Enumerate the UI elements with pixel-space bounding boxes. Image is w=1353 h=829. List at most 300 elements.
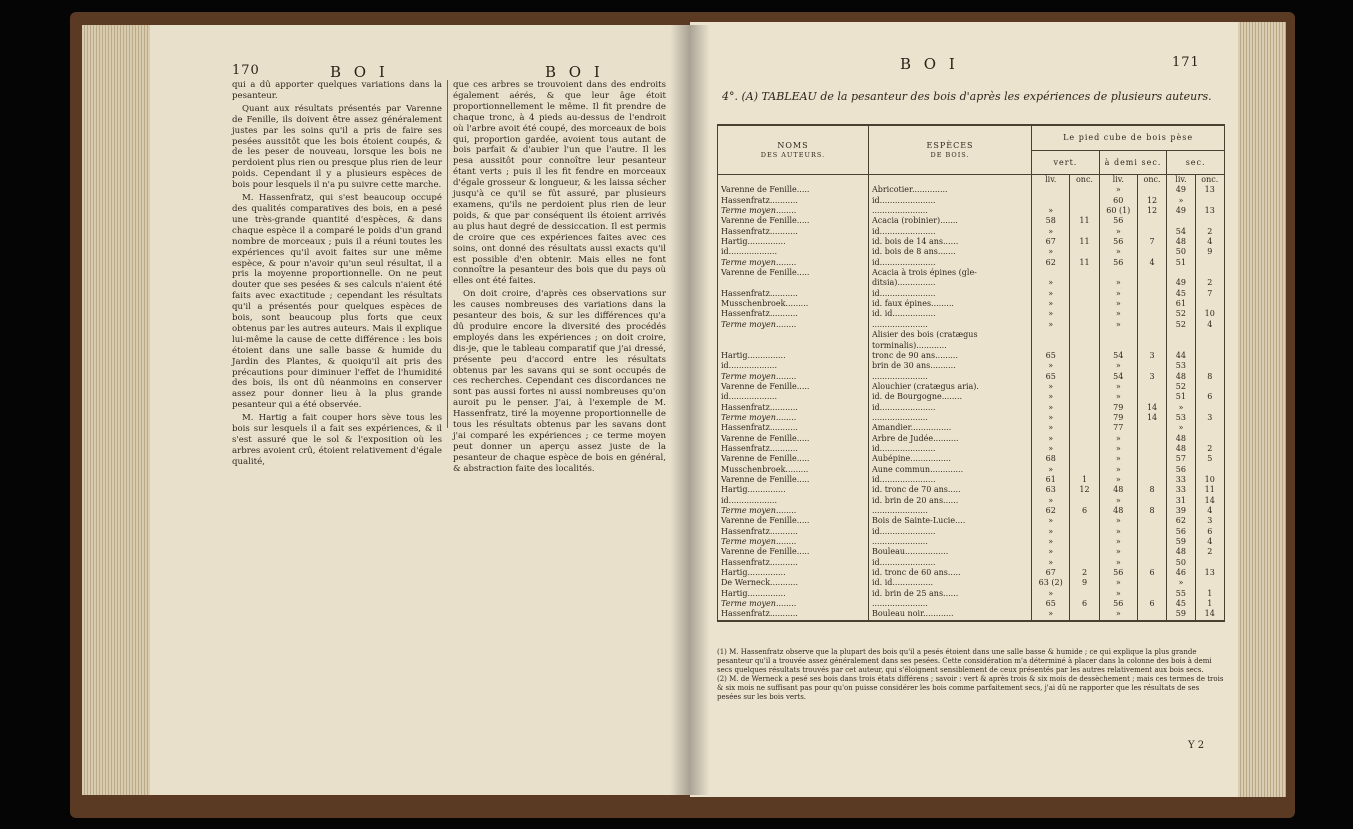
value-cell: 48 [1167, 444, 1195, 454]
species-cell: ...................... [868, 372, 1031, 382]
value-cell: 55 [1167, 589, 1195, 599]
value-cell: 61 [1167, 299, 1195, 309]
value-cell [1070, 423, 1099, 433]
author-cell: De Werneck........... [718, 578, 869, 588]
author-cell: Hartig............... [718, 237, 869, 247]
value-cell: » [1032, 547, 1070, 557]
table-row [718, 537, 1225, 547]
value-cell [1070, 547, 1099, 557]
table-row [718, 558, 1225, 568]
value-cell [1167, 216, 1195, 226]
value-cell [1137, 227, 1166, 237]
value-cell: 14 [1137, 403, 1166, 413]
value-cell: 49 [1167, 185, 1195, 195]
author-cell: Terme moyen........ [718, 372, 869, 382]
author-cell: Hassenfratz........... [718, 527, 869, 537]
value-cell: » [1099, 558, 1137, 568]
value-cell: 62 [1032, 506, 1070, 516]
value-cell: » [1099, 309, 1137, 319]
table-row [718, 454, 1225, 464]
table-row [718, 485, 1225, 495]
value-cell: 11 [1070, 216, 1099, 226]
table-row [718, 589, 1225, 599]
table-row [718, 578, 1225, 588]
value-cell [1070, 434, 1099, 444]
table-row [718, 299, 1225, 309]
value-cell [1070, 247, 1099, 257]
value-cell [1070, 361, 1099, 371]
value-cell: » [1099, 454, 1137, 464]
value-cell [1070, 341, 1099, 351]
value-cell: » [1099, 527, 1137, 537]
value-cell [1195, 196, 1225, 206]
table-row [718, 320, 1225, 330]
species-cell: Arbre de Judée.......... [868, 434, 1031, 444]
value-cell [1195, 578, 1225, 588]
value-cell: 13 [1195, 185, 1225, 195]
value-cell: » [1032, 465, 1070, 475]
col-header-demi: à demi sec. [1099, 150, 1167, 174]
table-row [718, 237, 1225, 247]
value-cell: 1 [1195, 599, 1225, 609]
value-cell: 3 [1137, 351, 1166, 361]
author-cell: Terme moyen........ [718, 506, 869, 516]
author-cell: Varenne de Fenille..... [718, 547, 869, 557]
value-cell [1099, 268, 1137, 278]
value-cell [1070, 413, 1099, 423]
species-cell: id. faux épines......... [868, 299, 1031, 309]
value-cell: » [1032, 320, 1070, 330]
value-cell: 49 [1167, 278, 1195, 288]
value-cell: 46 [1167, 568, 1195, 578]
value-cell: 48 [1167, 372, 1195, 382]
author-cell: id................... [718, 392, 869, 402]
value-cell [1195, 558, 1225, 568]
value-cell: 8 [1137, 485, 1166, 495]
value-cell [1070, 527, 1099, 537]
value-cell: » [1167, 196, 1195, 206]
table-row [718, 547, 1225, 557]
value-cell: » [1032, 227, 1070, 237]
value-cell: 54 [1099, 372, 1137, 382]
value-cell: » [1099, 185, 1137, 195]
right-page-edges [1238, 22, 1286, 797]
value-cell [1070, 227, 1099, 237]
value-cell [1070, 206, 1099, 216]
value-cell: 6 [1137, 568, 1166, 578]
value-cell [1137, 516, 1166, 526]
value-cell: » [1032, 444, 1070, 454]
value-cell: » [1032, 537, 1070, 547]
value-cell [1070, 196, 1099, 206]
value-cell: 52 [1167, 320, 1195, 330]
value-cell: » [1032, 289, 1070, 299]
value-cell: » [1099, 392, 1137, 402]
value-cell: 79 [1099, 403, 1137, 413]
species-cell: id...................... [868, 258, 1031, 268]
value-cell [1137, 341, 1166, 351]
value-cell: 6 [1195, 392, 1225, 402]
paragraph: Quant aux résultats présentés par Varenne de Fenille, ils doivent être assez généralement justes par les soins qu'il a pris de faire ses pesées aussitôt que les bois étoient coupés, & de les peser de nouveau, lorsque les bois ne perdoient plus rien ou presque plus rien de leur poids. Cependant il y a plusieurs espèces de bois pour lesquels il n'a pu suivre cette marche. [232, 103, 442, 191]
value-cell [1137, 527, 1166, 537]
value-cell: 60 [1099, 196, 1137, 206]
author-cell: Hartig............... [718, 351, 869, 361]
value-cell: 9 [1195, 247, 1225, 257]
species-cell: Bouleau................. [868, 547, 1031, 557]
species-cell: id. de Bourgogne........ [868, 392, 1031, 402]
value-cell [1195, 258, 1225, 268]
value-cell: 6 [1195, 527, 1225, 537]
value-cell [1195, 216, 1225, 226]
value-cell [1195, 403, 1225, 413]
paragraph: On doit croire, d'après ces observations sur les causes nombreuses des variations dans la pesanteur des bois, & sur les différences qu'a dû produire encore la diversité des procédés employés dans les expériences ; on doit croire, dis-je, que le tableau comparatif que j'ai dressé, présente peu d'accord entre les résultats obtenus par les savans qui se sont occupés de ces recherches. Cependant ces discordances ne sont pas aussi fortes ni aussi nombreuses qu'on auroit pu le penser. J'ai, à l'exemple de M. Hassenfratz, tiré la moyenne proportionnelle de tous les résultats obtenus par les savans dont j'ai comparé les expériences ; ce terme moyen peut donner un aperçu assez juste de la pesanteur de chaque espèce de bois en général, & abstraction faite des localités. [453, 289, 666, 474]
author-cell: Hassenfratz........... [718, 444, 869, 454]
author-cell: Varenne de Fenille..... [718, 382, 869, 392]
value-cell: 6 [1070, 599, 1099, 609]
author-cell: Hassenfratz........... [718, 558, 869, 568]
header-text: DE BOIS. [930, 151, 970, 159]
value-cell: 5 [1195, 454, 1225, 464]
value-cell: 14 [1137, 413, 1166, 423]
species-cell: Acacia (robinier)....... [868, 216, 1031, 226]
value-cell: 51 [1167, 258, 1195, 268]
col-header-sec: sec. [1167, 150, 1225, 174]
value-cell: » [1099, 516, 1137, 526]
value-cell: 4 [1195, 537, 1225, 547]
value-cell: 62 [1032, 258, 1070, 268]
value-cell: 61 [1032, 475, 1070, 485]
table-row [718, 372, 1225, 382]
value-cell: 2 [1195, 444, 1225, 454]
value-cell [1137, 434, 1166, 444]
author-cell: Terme moyen........ [718, 599, 869, 609]
value-cell: 12 [1137, 196, 1166, 206]
paragraph: qui a dû apporter quelques variations dans la pesanteur. [232, 80, 442, 101]
value-cell [1070, 372, 1099, 382]
species-cell: id...................... [868, 289, 1031, 299]
species-cell: ...................... [868, 537, 1031, 547]
table-body [718, 175, 1225, 621]
author-cell [718, 175, 869, 186]
author-cell: Terme moyen........ [718, 537, 869, 547]
value-cell [1137, 216, 1166, 226]
header-text: DES AUTEURS. [760, 151, 826, 159]
author-cell: Terme moyen........ [718, 320, 869, 330]
header-text: ESPÈCES [926, 141, 974, 150]
value-cell: 14 [1195, 609, 1225, 620]
value-cell: » [1099, 382, 1137, 392]
species-cell: Bouleau noir............ [868, 609, 1031, 620]
value-cell: 51 [1167, 392, 1195, 402]
value-cell [1137, 289, 1166, 299]
value-cell: 56 [1099, 258, 1137, 268]
species-cell: id. brin de 25 ans...... [868, 589, 1031, 599]
paragraph: M. Hassenfratz, qui s'est beaucoup occupé des qualités comparatives des bois, en a pesé une très-grande quantité d'espèces, & dans chaque espèce il a comparé le poids d'un grand nombre de morceaux ; puis il a réuni toutes les expériences qu'il avoit faites sur une même espèce, & pour n'avoir qu'un seul résultat, il a pris la moyenne proportionnelle. On ne peut douter que ses pesées & ses calculs n'aient été faits avec exactitude ; cependant les résultats qu'il a présentés pour quelques espèces de bois, sont beaucoup plus forts que ceux obtenus par les autres auteurs. Mais il explique lui-même la cause de cette différence : les bois étoient dans une salle basse & humide du Jardin des Plantes, & quoiqu'il ait pris des précautions pour diminuer l'effet de l'humidité des bois, ils ont dû néanmoins en conserver assez pour donner lieu à la plus grande pesanteur qui a été observée. [232, 193, 442, 411]
table-row [718, 413, 1225, 423]
value-cell: 6 [1070, 506, 1099, 516]
species-cell: id...................... [868, 527, 1031, 537]
book-gutter [670, 25, 710, 795]
value-cell: 48 [1099, 506, 1137, 516]
footnotes [717, 648, 1225, 702]
signature-mark: Y 2 [1188, 740, 1205, 751]
value-cell: » [1099, 475, 1137, 485]
left-header-right: B O I [545, 63, 604, 81]
value-cell: » [1032, 496, 1070, 506]
table-row [718, 609, 1225, 620]
value-cell [1137, 247, 1166, 257]
value-cell: 63 (2) [1032, 578, 1070, 588]
value-cell [1195, 330, 1225, 340]
value-cell: 4 [1195, 237, 1225, 247]
species-cell: ditsia)............... [868, 278, 1031, 288]
value-cell: 4 [1195, 506, 1225, 516]
value-cell [1137, 454, 1166, 464]
species-cell: Acacia à trois épines (gle- [868, 268, 1031, 278]
value-cell: » [1099, 289, 1137, 299]
value-cell: 11 [1070, 237, 1099, 247]
author-cell: Hassenfratz........... [718, 309, 869, 319]
value-cell: » [1032, 206, 1070, 216]
value-cell: 6 [1137, 599, 1166, 609]
author-cell: Hassenfratz........... [718, 227, 869, 237]
species-cell: Aune commun............. [868, 465, 1031, 475]
value-cell: » [1032, 361, 1070, 371]
value-cell: 50 [1167, 558, 1195, 568]
value-cell: 1 [1070, 475, 1099, 485]
value-cell: 56 [1099, 599, 1137, 609]
value-cell: » [1032, 278, 1070, 288]
value-cell [1137, 537, 1166, 547]
value-cell: 10 [1195, 309, 1225, 319]
value-cell: 4 [1195, 320, 1225, 330]
value-cell: 31 [1167, 496, 1195, 506]
value-cell: 2 [1195, 547, 1225, 557]
species-cell: Aubépine................ [868, 454, 1031, 464]
species-cell: Alisier des bois (cratægus [868, 330, 1031, 340]
value-cell [1137, 589, 1166, 599]
author-cell [718, 341, 869, 351]
value-cell [1195, 268, 1225, 278]
value-cell [1137, 330, 1166, 340]
value-cell: 7 [1137, 237, 1166, 247]
table-row [718, 268, 1225, 278]
value-cell [1070, 278, 1099, 288]
value-cell [1070, 496, 1099, 506]
value-cell: 56 [1167, 465, 1195, 475]
value-cell: » [1099, 299, 1137, 309]
value-cell: 12 [1070, 485, 1099, 495]
value-cell: 39 [1167, 506, 1195, 516]
value-cell: » [1032, 247, 1070, 257]
value-cell: 63 [1032, 485, 1070, 495]
value-cell: 13 [1195, 206, 1225, 216]
table-row [718, 196, 1225, 206]
value-cell [1167, 341, 1195, 351]
value-cell: 11 [1195, 485, 1225, 495]
value-cell: 14 [1195, 496, 1225, 506]
table-row [718, 247, 1225, 257]
value-cell [1195, 423, 1225, 433]
table-row [718, 568, 1225, 578]
value-cell [1070, 351, 1099, 361]
value-cell [1137, 382, 1166, 392]
table-row [718, 496, 1225, 506]
value-cell [1137, 361, 1166, 371]
species-cell: id...................... [868, 475, 1031, 485]
author-cell: Hassenfratz........... [718, 609, 869, 620]
value-cell: » [1099, 547, 1137, 557]
left-header-left: B O I [330, 63, 389, 81]
value-cell [1032, 196, 1070, 206]
value-cell: 54 [1099, 351, 1137, 361]
author-cell: Hassenfratz........... [718, 423, 869, 433]
value-cell: 77 [1099, 423, 1137, 433]
value-cell: 12 [1137, 206, 1166, 216]
species-cell: ...................... [868, 599, 1031, 609]
value-cell [1137, 278, 1166, 288]
right-header: B O I [900, 55, 959, 73]
value-cell [1070, 268, 1099, 278]
value-cell: 53 [1167, 413, 1195, 423]
paragraph: que ces arbres se trouvoient dans des endroits également aérés, & que leur âge étoit proportionnellement le même. Il fit prendre de chaque tronc, à 4 pieds au-dessus de l'endroit où l'arbre avoit été coupé, des morceaux de bois qui, proportion gardée, avoient tous autant de bois parfait & d'aubier l'un que l'autre. Il les pesa aussitôt pour connoître leur pesanteur étant verts ; puis il les fit fendre en morceaux d'égale grosseur & longueur, & les laissa sécher jusqu'à ce qu'il se fût assuré, par plusieurs examens, qu'ils ne perdoient plus rien de leur poids, & que par conséquent ils étoient arrivés au plus haut degré de dessiccation. Il est permis de croire que ces expériences faites avec ces soins, ont donné des résultats aussi exacts qu'il est possible d'en obtenir. Mais elles ne font connoître la pesanteur des bois que du pays où elles ont été faites. [453, 80, 666, 287]
value-cell [1137, 444, 1166, 454]
value-cell: » [1099, 578, 1137, 588]
value-cell: 52 [1167, 309, 1195, 319]
author-cell: Varenne de Fenille..... [718, 185, 869, 195]
table-row [718, 465, 1225, 475]
value-cell [1137, 392, 1166, 402]
species-cell: Bois de Sainte-Lucie.... [868, 516, 1031, 526]
table-row [718, 434, 1225, 444]
author-cell: Varenne de Fenille..... [718, 216, 869, 226]
table-row [718, 216, 1225, 226]
left-page-column-1 [232, 80, 442, 467]
value-cell [1070, 609, 1099, 620]
paragraph: M. Hartig a fait couper hors sève tous les bois sur lesquels il a fait ses expériences, & il s'est assuré que le sol & l'exposition où les arbres avoient crû, étoient relativement d'égale qualité, [232, 413, 442, 467]
table-row [718, 330, 1225, 340]
value-cell: » [1167, 423, 1195, 433]
value-cell: » [1032, 309, 1070, 319]
value-cell: 59 [1167, 609, 1195, 620]
value-cell [1070, 516, 1099, 526]
value-cell: 57 [1167, 454, 1195, 464]
author-cell: id................... [718, 361, 869, 371]
value-cell: 56 [1167, 527, 1195, 537]
value-cell [1195, 465, 1225, 475]
author-cell: id................... [718, 247, 869, 257]
value-cell: 2 [1195, 278, 1225, 288]
value-cell [1099, 341, 1137, 351]
value-cell: 48 [1167, 237, 1195, 247]
author-cell: Terme moyen........ [718, 258, 869, 268]
value-cell: 68 [1032, 454, 1070, 464]
author-cell: Hartig............... [718, 589, 869, 599]
value-cell [1070, 537, 1099, 547]
value-cell [1099, 330, 1137, 340]
value-cell [1070, 392, 1099, 402]
value-cell: 67 [1032, 237, 1070, 247]
value-cell [1070, 454, 1099, 464]
author-cell: Varenne de Fenille..... [718, 475, 869, 485]
value-cell [1137, 320, 1166, 330]
table-row [718, 175, 1225, 186]
value-cell: 79 [1099, 413, 1137, 423]
value-cell: » [1099, 434, 1137, 444]
author-cell: Terme moyen........ [718, 206, 869, 216]
table-row [718, 392, 1225, 402]
value-cell [1070, 382, 1099, 392]
value-cell: liv. [1099, 175, 1137, 186]
species-cell: id...................... [868, 558, 1031, 568]
value-cell: 4 [1137, 258, 1166, 268]
value-cell: 44 [1167, 351, 1195, 361]
col-header-vert: vert. [1032, 150, 1100, 174]
value-cell: 33 [1167, 485, 1195, 495]
table-caption: 4°. (A) TABLEAU de la pesanteur des bois d'après les expériences de plusieurs auteurs. [722, 90, 1212, 103]
value-cell [1137, 578, 1166, 588]
value-cell: 1 [1195, 589, 1225, 599]
species-cell: id...................... [868, 196, 1031, 206]
species-cell: id. tronc de 70 ans..... [868, 485, 1031, 495]
value-cell [1032, 268, 1070, 278]
value-cell: 65 [1032, 599, 1070, 609]
value-cell: 62 [1167, 516, 1195, 526]
species-cell: id. bois de 8 ans....... [868, 247, 1031, 257]
value-cell [1070, 403, 1099, 413]
species-cell: id...................... [868, 444, 1031, 454]
value-cell: 56 [1099, 237, 1137, 247]
value-cell: 9 [1070, 578, 1099, 588]
value-cell: 7 [1195, 289, 1225, 299]
value-cell [1137, 475, 1166, 485]
author-cell: Musschenbroek......... [718, 465, 869, 475]
value-cell [1137, 423, 1166, 433]
value-cell: 3 [1137, 372, 1166, 382]
value-cell: liv. [1032, 175, 1070, 186]
value-cell: 45 [1167, 289, 1195, 299]
col-header-noms [718, 125, 869, 175]
author-cell: Varenne de Fenille..... [718, 454, 869, 464]
value-cell: 50 [1167, 247, 1195, 257]
species-cell: Alouchier (cratægus aria). [868, 382, 1031, 392]
value-cell [1137, 547, 1166, 557]
value-cell: 3 [1195, 413, 1225, 423]
value-cell: 48 [1099, 485, 1137, 495]
value-cell: 2 [1195, 227, 1225, 237]
value-cell: » [1099, 361, 1137, 371]
table-row [718, 258, 1225, 268]
value-cell: » [1167, 403, 1195, 413]
value-cell: 56 [1099, 216, 1137, 226]
value-cell [1167, 330, 1195, 340]
value-cell [1137, 309, 1166, 319]
value-cell [1137, 185, 1166, 195]
species-cell: ...................... [868, 413, 1031, 423]
species-cell: tronc de 90 ans......... [868, 351, 1031, 361]
value-cell: 58 [1032, 216, 1070, 226]
author-cell [718, 278, 869, 288]
species-cell: id...................... [868, 227, 1031, 237]
species-cell: ...................... [868, 206, 1031, 216]
footnote-1: (1) M. Hassenfratz observe que la plupart des bois qu'il a pesés étoient dans une salle basse & humide ; ce qui explique la plus grande pesanteur qu'il a trouvée assez généralement dans ses pesées. Cette considération m'a déterminé à placer dans la colonne des bois à demi secs quelques résultats trouvés par cet auteur, qui s'éloignent sensiblement de ceux présentés par les autres relativement aux bois secs. [717, 648, 1212, 674]
value-cell [1032, 341, 1070, 351]
value-cell: » [1099, 227, 1137, 237]
value-cell [1070, 330, 1099, 340]
value-cell: » [1032, 299, 1070, 309]
author-cell: Hartig............... [718, 485, 869, 495]
value-cell: 8 [1137, 506, 1166, 516]
